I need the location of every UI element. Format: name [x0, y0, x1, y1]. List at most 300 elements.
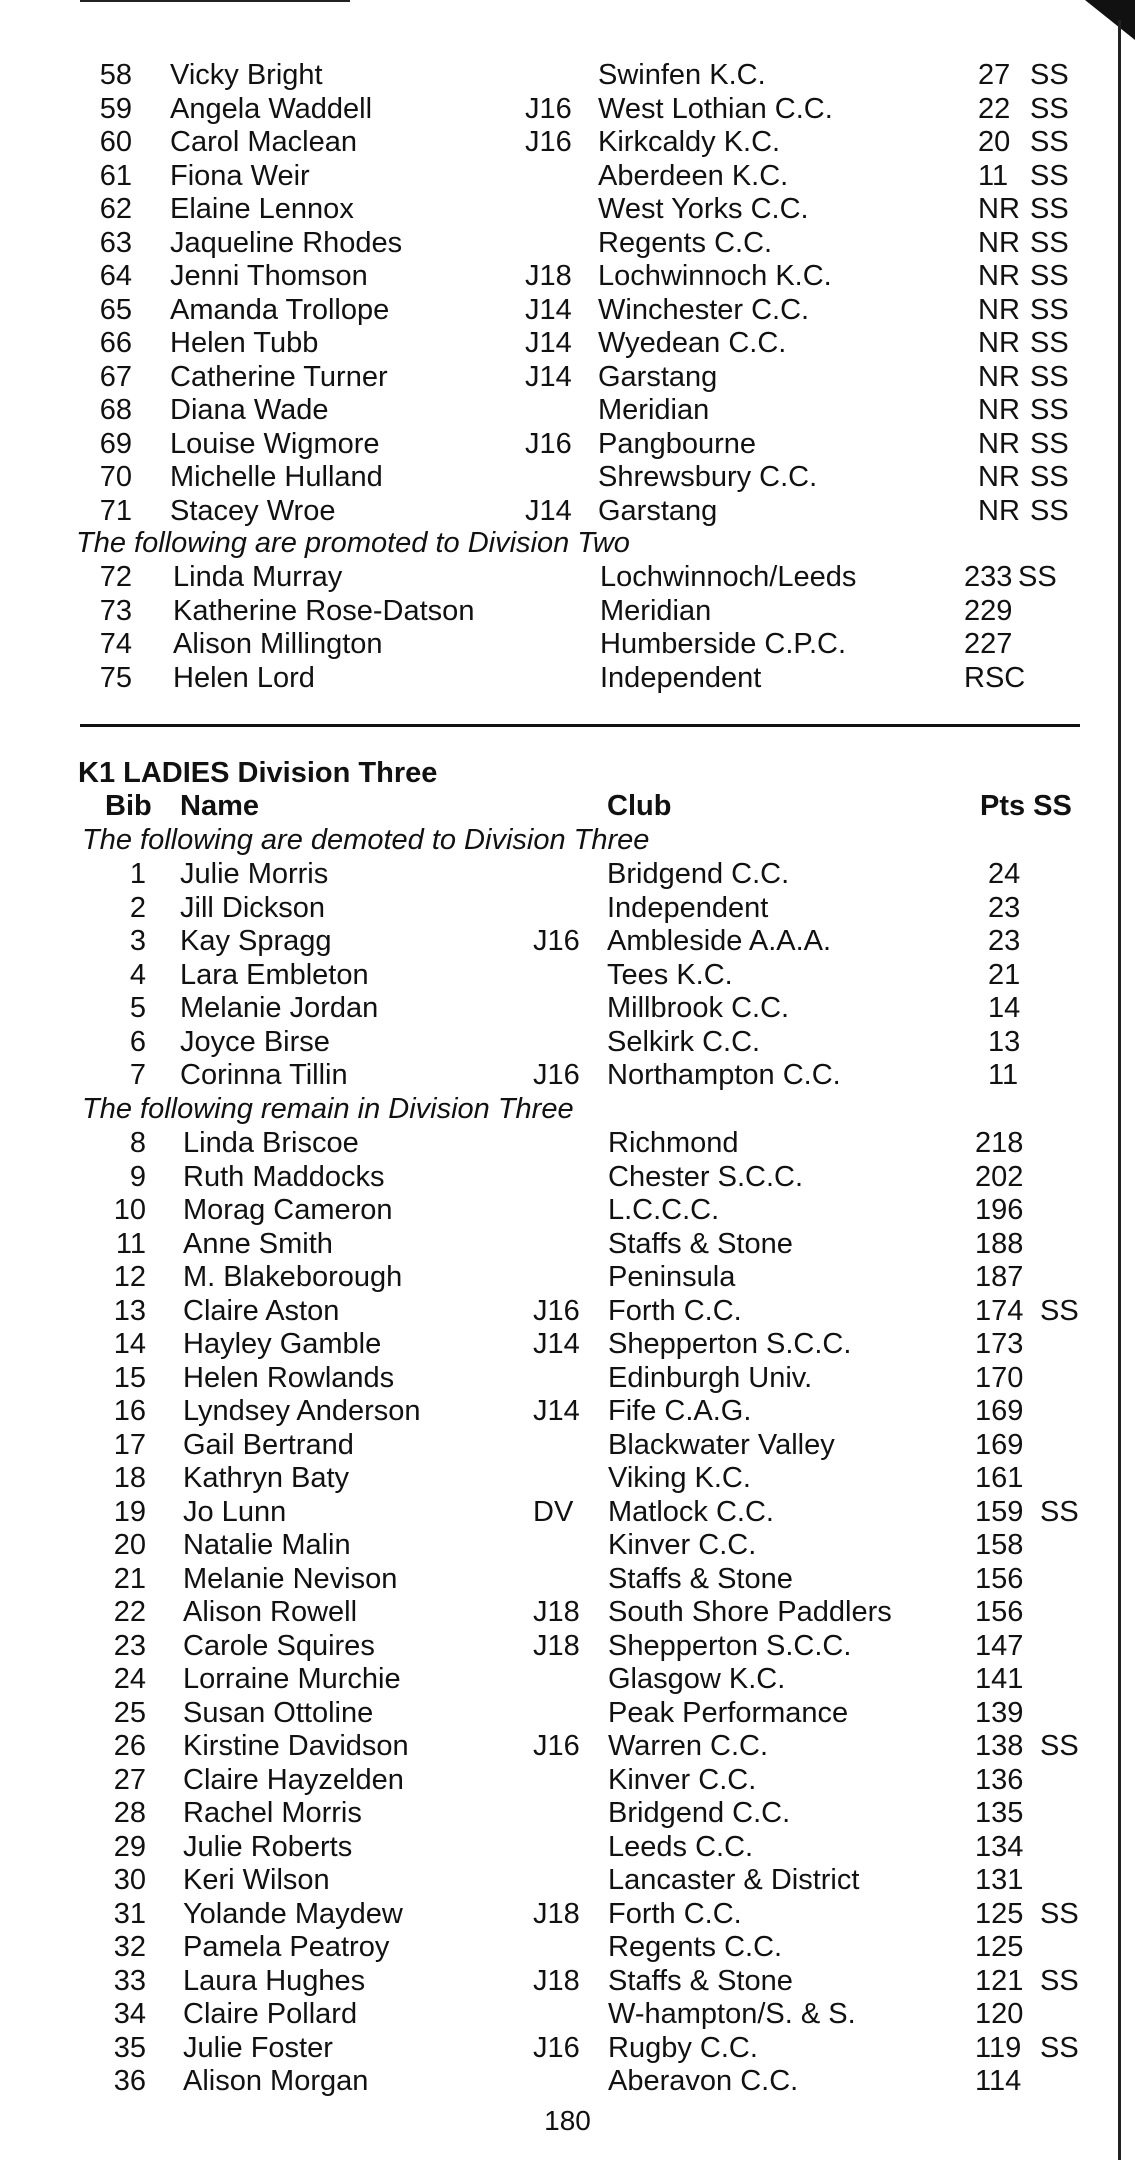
- club-cell: Bridgend C.C.: [607, 858, 790, 890]
- table-row: [0, 1462, 1135, 1495]
- points-cell: 139: [975, 1696, 1024, 1729]
- table-row: [0, 1295, 1135, 1328]
- ss-cell: SS: [1030, 92, 1069, 125]
- table-row: [0, 93, 1135, 126]
- club-cell: Edinburgh Univ.: [608, 1361, 813, 1394]
- category-cell: J16: [533, 1730, 580, 1762]
- table-row: [0, 1127, 1135, 1160]
- section-title: K1 LADIES Division Three: [78, 757, 438, 789]
- table-row: [0, 1563, 1135, 1596]
- club-cell: Swinfen K.C.: [598, 59, 766, 91]
- bib-cell: 72: [99, 561, 132, 593]
- table-row: [0, 1965, 1135, 1998]
- bib-cell: 1: [129, 858, 146, 890]
- points-cell: 188: [975, 1227, 1024, 1260]
- name-cell: Claire Pollard: [183, 1998, 358, 2030]
- points-cell: 14: [988, 992, 1021, 1024]
- bib-cell: 34: [113, 1998, 146, 2030]
- name-cell: Kirstine Davidson: [183, 1730, 409, 1762]
- table-row: [0, 461, 1135, 494]
- table-row: [0, 1630, 1135, 1663]
- table-row: [0, 1026, 1135, 1059]
- name-cell: Susan Ottoline: [183, 1696, 374, 1729]
- bib-cell: 36: [113, 2065, 146, 2097]
- club-cell: Staffs & Stone: [608, 1964, 793, 1997]
- name-cell: Lorraine Murchie: [183, 1663, 401, 1695]
- name-cell: Pamela Peatroy: [183, 1931, 390, 1963]
- header-club: Club: [607, 790, 672, 822]
- points-cell: 119: [975, 2031, 1022, 2064]
- bib-cell: 74: [99, 628, 132, 660]
- category-cell: J16: [533, 2031, 580, 2064]
- points-cell: 158: [975, 1529, 1024, 1561]
- points-cell: 173: [975, 1328, 1024, 1360]
- ss-cell: SS: [1030, 226, 1069, 259]
- ss-cell: SS: [1030, 360, 1069, 393]
- name-cell: Keri Wilson: [183, 1864, 330, 1896]
- points-cell: 121: [975, 1964, 1024, 1997]
- section-divider: [80, 724, 1080, 727]
- name-cell: Kay Spragg: [180, 925, 332, 957]
- club-cell: West Yorks C.C.: [598, 193, 809, 225]
- bib-cell: 7: [129, 1059, 146, 1091]
- points-cell: 20: [978, 126, 1011, 158]
- table-row: [0, 1529, 1135, 1562]
- category-cell: J18: [525, 260, 572, 292]
- points-cell: 169: [975, 1428, 1024, 1461]
- name-cell: Carol Maclean: [170, 126, 357, 158]
- points-cell: NR: [978, 193, 1020, 225]
- table-row: [0, 394, 1135, 427]
- name-cell: Lyndsey Anderson: [183, 1395, 421, 1427]
- name-cell: Michelle Hulland: [170, 461, 383, 493]
- name-cell: Jenni Thomson: [170, 260, 368, 292]
- points-cell: NR: [978, 461, 1020, 493]
- club-cell: Matlock C.C.: [608, 1495, 774, 1528]
- name-cell: Carole Squires: [183, 1629, 375, 1662]
- club-cell: Humberside C.P.C.: [600, 628, 847, 660]
- points-cell: NR: [978, 394, 1020, 426]
- points-cell: NR: [978, 427, 1020, 460]
- category-cell: J14: [533, 1328, 580, 1360]
- bib-cell: 23: [113, 1629, 146, 1662]
- ss-cell: SS: [1030, 327, 1069, 359]
- category-cell: J14: [525, 327, 572, 359]
- club-cell: Winchester C.C.: [598, 293, 810, 326]
- bib-cell: 31: [113, 1897, 146, 1930]
- bib-cell: 2: [129, 891, 146, 924]
- club-cell: Staffs & Stone: [608, 1227, 793, 1260]
- category-cell: J18: [533, 1964, 580, 1997]
- club-cell: Wyedean C.C.: [598, 327, 787, 359]
- category-cell: J14: [525, 293, 572, 326]
- table-row: [0, 1059, 1135, 1092]
- bib-cell: 15: [113, 1361, 146, 1394]
- ss-cell: SS: [1030, 193, 1069, 225]
- points-cell: 218: [975, 1127, 1024, 1159]
- club-cell: Shepperton S.C.C.: [608, 1328, 852, 1360]
- bib-cell: 60: [99, 126, 132, 158]
- bib-cell: 18: [113, 1462, 146, 1494]
- club-cell: Fife C.A.G.: [608, 1395, 752, 1427]
- bib-cell: 25: [113, 1696, 146, 1729]
- table-row: [0, 1898, 1135, 1931]
- name-cell: Catherine Turner: [170, 360, 388, 393]
- table-row: [0, 1228, 1135, 1261]
- club-cell: Garstang: [598, 360, 718, 393]
- category-cell: J16: [533, 925, 580, 957]
- ss-cell: SS: [1030, 260, 1069, 292]
- name-cell: Yolande Maydew: [183, 1897, 403, 1930]
- club-cell: Shepperton S.C.C.: [608, 1629, 852, 1662]
- club-cell: Aberdeen K.C.: [598, 159, 789, 192]
- name-cell: Vicky Bright: [170, 59, 323, 91]
- points-cell: 156: [975, 1562, 1024, 1595]
- name-cell: Alison Millington: [173, 628, 383, 660]
- points-cell: 156: [975, 1596, 1024, 1628]
- club-cell: Meridian: [598, 394, 710, 426]
- club-cell: Peak Performance: [608, 1696, 849, 1729]
- bib-cell: 61: [99, 159, 132, 192]
- name-cell: Anne Smith: [183, 1227, 333, 1260]
- bib-cell: 9: [129, 1160, 146, 1193]
- name-cell: Diana Wade: [170, 394, 329, 426]
- points-cell: 169: [975, 1395, 1024, 1427]
- demoted-heading: The following are demoted to Division Three: [82, 824, 650, 856]
- name-cell: Linda Murray: [173, 561, 343, 593]
- bib-cell: 67: [99, 360, 132, 393]
- bib-cell: 29: [113, 1830, 146, 1863]
- club-cell: Peninsula: [608, 1261, 736, 1293]
- table-row: [0, 1663, 1135, 1696]
- name-cell: Natalie Malin: [183, 1529, 351, 1561]
- name-cell: Helen Tubb: [170, 327, 319, 359]
- name-cell: Julie Foster: [183, 2031, 333, 2064]
- table-row: [0, 1596, 1135, 1629]
- table-row: [0, 1730, 1135, 1763]
- name-cell: Alison Rowell: [183, 1596, 358, 1628]
- table-row: [0, 1864, 1135, 1897]
- ss-cell: SS: [1040, 1495, 1079, 1528]
- points-cell: 27: [978, 59, 1011, 91]
- table-row: [0, 1194, 1135, 1227]
- points-cell: 141: [975, 1663, 1024, 1695]
- points-cell: 174: [975, 1294, 1024, 1327]
- points-cell: 136: [975, 1763, 1024, 1796]
- category-cell: J14: [525, 494, 572, 527]
- name-cell: Angela Waddell: [170, 92, 373, 125]
- club-cell: West Lothian C.C.: [598, 92, 833, 125]
- bib-cell: 32: [113, 1931, 146, 1963]
- name-cell: Kathryn Baty: [183, 1462, 350, 1494]
- points-cell: NR: [978, 494, 1020, 527]
- name-cell: Claire Aston: [183, 1294, 340, 1327]
- bib-cell: 11: [115, 1227, 146, 1260]
- name-cell: Ruth Maddocks: [183, 1160, 385, 1193]
- bib-cell: 26: [113, 1730, 146, 1762]
- points-cell: 161: [975, 1462, 1024, 1494]
- club-cell: Leeds C.C.: [608, 1830, 754, 1863]
- ss-cell: SS: [1030, 126, 1069, 158]
- category-cell: J16: [525, 427, 572, 460]
- bib-cell: 14: [113, 1328, 146, 1360]
- bib-cell: 69: [99, 427, 132, 460]
- table-row: [0, 925, 1135, 958]
- points-cell: 13: [988, 1025, 1021, 1058]
- table-row: [0, 1496, 1135, 1529]
- bib-cell: 19: [113, 1495, 146, 1528]
- club-cell: Bridgend C.C.: [608, 1797, 791, 1829]
- ss-cell: SS: [1030, 293, 1069, 326]
- table-row: [0, 1764, 1135, 1797]
- name-cell: Hayley Gamble: [183, 1328, 382, 1360]
- points-cell: NR: [978, 327, 1020, 359]
- ss-cell: SS: [1040, 1730, 1079, 1762]
- club-cell: Warren C.C.: [608, 1730, 769, 1762]
- name-cell: Morag Cameron: [183, 1194, 393, 1226]
- club-cell: Ambleside A.A.A.: [607, 925, 832, 957]
- points-cell: 233: [964, 561, 1013, 593]
- table-row: [0, 1161, 1135, 1194]
- club-cell: Forth C.C.: [608, 1294, 742, 1327]
- table-row: [0, 959, 1135, 992]
- category-cell: J18: [533, 1629, 580, 1662]
- table-row: [0, 227, 1135, 260]
- ss-cell: SS: [1040, 1964, 1079, 1997]
- points-cell: 135: [975, 1797, 1024, 1829]
- name-cell: Claire Hayzelden: [183, 1763, 404, 1796]
- table-row: [0, 160, 1135, 193]
- points-cell: NR: [978, 293, 1020, 326]
- bib-cell: 28: [113, 1797, 146, 1829]
- points-cell: 125: [975, 1897, 1024, 1930]
- bib-cell: 3: [129, 925, 146, 957]
- bib-cell: 62: [99, 193, 132, 225]
- table-row: [0, 2032, 1135, 2065]
- club-cell: Lochwinnoch/Leeds: [600, 561, 857, 593]
- points-cell: 134: [975, 1830, 1024, 1863]
- ss-cell: SS: [1040, 1897, 1079, 1930]
- ss-cell: SS: [1030, 59, 1069, 91]
- club-cell: Tees K.C.: [607, 958, 733, 991]
- club-cell: Kinver C.C.: [608, 1763, 757, 1796]
- club-cell: Selkirk C.C.: [607, 1025, 761, 1058]
- header-name: Name: [180, 790, 259, 822]
- top-rule: [80, 0, 350, 2]
- points-cell: RSC: [964, 661, 1026, 694]
- points-cell: 227: [964, 628, 1013, 660]
- points-cell: 23: [988, 891, 1021, 924]
- table-row: [0, 428, 1135, 461]
- club-cell: Viking K.C.: [608, 1462, 751, 1494]
- category-cell: DV: [533, 1495, 574, 1528]
- header-pts: Pts SS: [980, 790, 1072, 822]
- header-bib: Bib: [105, 790, 152, 822]
- table-row: [0, 892, 1135, 925]
- club-cell: Garstang: [598, 494, 718, 527]
- name-cell: Jill Dickson: [180, 891, 326, 924]
- ss-cell: SS: [1030, 461, 1069, 493]
- club-cell: Kinver C.C.: [608, 1529, 757, 1561]
- name-cell: Jo Lunn: [183, 1495, 287, 1528]
- name-cell: Katherine Rose-Datson: [173, 594, 475, 627]
- bib-cell: 6: [129, 1025, 146, 1058]
- points-cell: 22: [978, 92, 1011, 125]
- category-cell: J16: [533, 1059, 580, 1091]
- points-cell: 202: [975, 1160, 1024, 1193]
- points-cell: 11: [978, 159, 1009, 192]
- club-cell: Regents C.C.: [608, 1931, 783, 1963]
- points-cell: 125: [975, 1931, 1024, 1963]
- bib-cell: 4: [129, 958, 146, 991]
- name-cell: Jaqueline Rhodes: [170, 226, 403, 259]
- ss-cell: SS: [1040, 2031, 1079, 2064]
- category-cell: J16: [533, 1294, 580, 1327]
- points-cell: 114: [975, 2065, 1022, 2097]
- table-row: [0, 1998, 1135, 2031]
- bib-cell: 58: [99, 59, 132, 91]
- bib-cell: 33: [113, 1964, 146, 1997]
- name-cell: Melanie Jordan: [180, 992, 379, 1024]
- bib-cell: 65: [99, 293, 132, 326]
- bib-cell: 17: [113, 1428, 146, 1461]
- category-cell: J16: [525, 92, 572, 125]
- points-cell: 159: [975, 1495, 1024, 1528]
- club-cell: Northampton C.C.: [607, 1059, 841, 1091]
- bib-cell: 13: [113, 1294, 146, 1327]
- points-cell: 24: [988, 858, 1021, 890]
- table-row: [0, 1797, 1135, 1830]
- table-row: [0, 327, 1135, 360]
- points-cell: 11: [988, 1059, 1019, 1091]
- club-cell: W-hampton/S. & S.: [608, 1998, 856, 2030]
- name-cell: Elaine Lennox: [170, 193, 354, 225]
- table-row: [0, 1931, 1135, 1964]
- club-cell: Blackwater Valley: [608, 1428, 835, 1461]
- bib-cell: 24: [113, 1663, 146, 1695]
- name-cell: Rachel Morris: [183, 1797, 362, 1829]
- bib-cell: 10: [113, 1194, 146, 1226]
- remain-heading: The following remain in Division Three: [82, 1093, 574, 1125]
- table-row: [0, 260, 1135, 293]
- table-row: [0, 495, 1135, 528]
- category-cell: J18: [533, 1596, 580, 1628]
- table-row: [0, 1831, 1135, 1864]
- bib-cell: 63: [99, 226, 132, 259]
- club-cell: Forth C.C.: [608, 1897, 742, 1930]
- ss-cell: SS: [1030, 427, 1069, 460]
- club-cell: L.C.C.C.: [608, 1194, 720, 1226]
- table-row: [0, 1697, 1135, 1730]
- name-cell: Laura Hughes: [183, 1964, 366, 1997]
- name-cell: Julie Roberts: [183, 1830, 353, 1863]
- name-cell: Amanda Trollope: [170, 293, 390, 326]
- club-cell: Glasgow K.C.: [608, 1663, 786, 1695]
- bib-cell: 22: [113, 1596, 146, 1628]
- category-cell: J18: [533, 1897, 580, 1930]
- name-cell: Fiona Weir: [170, 159, 310, 192]
- club-cell: Lancaster & District: [608, 1864, 860, 1896]
- bib-cell: 27: [113, 1763, 146, 1796]
- table-row: [0, 992, 1135, 1025]
- name-cell: Lara Embleton: [180, 958, 369, 991]
- table-row: [0, 126, 1135, 159]
- club-cell: South Shore Paddlers: [608, 1596, 892, 1628]
- table-row: [0, 662, 1135, 695]
- club-cell: Richmond: [608, 1127, 739, 1159]
- points-cell: NR: [978, 226, 1020, 259]
- bib-cell: 20: [113, 1529, 146, 1561]
- club-cell: Pangbourne: [598, 427, 757, 460]
- points-cell: 170: [975, 1361, 1024, 1394]
- club-cell: Rugby C.C.: [608, 2031, 758, 2064]
- name-cell: Louise Wigmore: [170, 427, 380, 460]
- promoted-heading: The following are promoted to Division Two: [76, 527, 630, 559]
- points-cell: 138: [975, 1730, 1024, 1762]
- club-cell: Kirkcaldy K.C.: [598, 126, 781, 158]
- page-number: 180: [544, 2105, 591, 2136]
- name-cell: Gail Bertrand: [183, 1428, 354, 1461]
- table-row: [0, 1429, 1135, 1462]
- club-cell: Lochwinnoch K.C.: [598, 260, 832, 292]
- bib-cell: 70: [99, 461, 132, 493]
- club-cell: Independent: [607, 891, 769, 924]
- points-cell: 187: [975, 1261, 1024, 1293]
- table-row: [0, 858, 1135, 891]
- bib-cell: 16: [113, 1395, 146, 1427]
- table-row: [0, 1328, 1135, 1361]
- name-cell: Melanie Nevison: [183, 1562, 398, 1595]
- points-cell: 120: [975, 1998, 1024, 2030]
- ss-cell: SS: [1030, 159, 1069, 192]
- table-row: [0, 595, 1135, 628]
- bib-cell: 71: [99, 494, 132, 527]
- bib-cell: 75: [99, 661, 132, 694]
- club-cell: Chester S.C.C.: [608, 1160, 803, 1193]
- club-cell: Shrewsbury C.C.: [598, 461, 818, 493]
- page-corner: [1085, 0, 1135, 40]
- name-cell: Linda Briscoe: [183, 1127, 359, 1159]
- club-cell: Staffs & Stone: [608, 1562, 793, 1595]
- table-row: [0, 1395, 1135, 1428]
- bib-cell: 5: [129, 992, 146, 1024]
- points-cell: 131: [975, 1864, 1024, 1896]
- bib-cell: 66: [99, 327, 132, 359]
- bib-cell: 30: [113, 1864, 146, 1896]
- points-cell: 147: [975, 1629, 1024, 1662]
- name-cell: Corinna Tillin: [180, 1059, 348, 1091]
- category-cell: J16: [525, 126, 572, 158]
- category-cell: J14: [533, 1395, 580, 1427]
- ss-cell: SS: [1030, 394, 1069, 426]
- table-row: [0, 1362, 1135, 1395]
- club-cell: Regents C.C.: [598, 226, 773, 259]
- bib-cell: 35: [113, 2031, 146, 2064]
- table-row: [0, 294, 1135, 327]
- table-row: [0, 2065, 1135, 2098]
- bib-cell: 12: [113, 1261, 146, 1293]
- club-cell: Meridian: [600, 594, 712, 627]
- ss-cell: SS: [1018, 561, 1057, 593]
- points-cell: NR: [978, 360, 1020, 393]
- bib-cell: 59: [99, 92, 132, 125]
- table-row: [0, 1261, 1135, 1294]
- bib-cell: 73: [99, 594, 132, 627]
- ss-cell: SS: [1030, 494, 1069, 527]
- points-cell: 23: [988, 925, 1021, 957]
- ss-cell: SS: [1040, 1294, 1079, 1327]
- name-cell: M. Blakeborough: [183, 1261, 403, 1293]
